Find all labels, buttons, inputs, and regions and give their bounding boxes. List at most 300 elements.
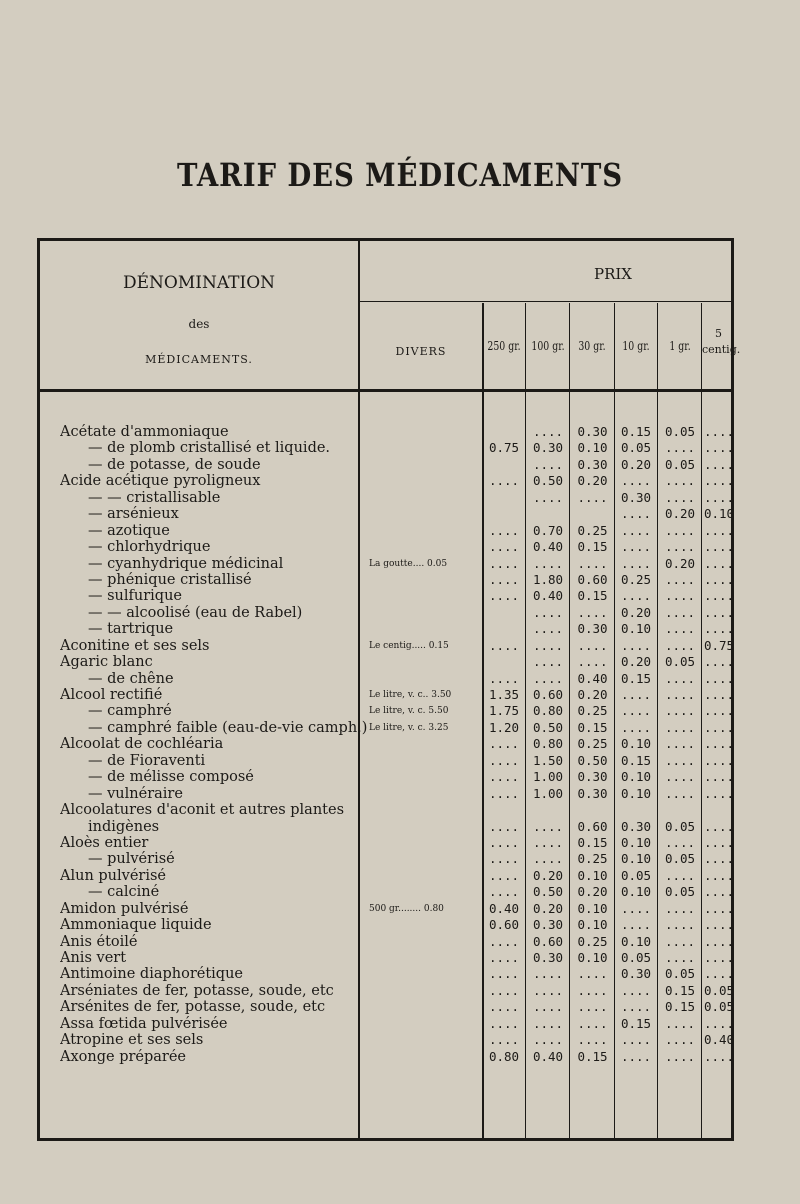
medicament-name: Agaric blanc [60,654,153,671]
price-cell: 0.30 [577,424,608,439]
price-cell: 0.05 [620,867,652,883]
price-cell: 0.10 [620,785,652,801]
price-cell: .... [488,1032,520,1048]
header-5centig: 5 centig. [702,327,741,356]
header-30gr: 30 gr. [578,339,606,353]
price-cell: .... [703,621,735,637]
price-cell: .... [703,950,735,965]
medicament-name: Assa fœtida pulvérisée [60,1015,228,1032]
price-cell: 0.60 [577,818,608,834]
price-cell: .... [620,522,652,538]
price-cell: .... [577,966,608,982]
price-cell: 0.30 [620,489,652,505]
price-cell: .... [532,999,564,1015]
table-row [40,555,735,572]
medicament-name: — — cristallisable [88,489,221,506]
price-cell: .... [488,982,520,998]
table-row [40,1048,735,1065]
price-cell: .... [532,982,564,998]
price-cell: .... [488,539,520,555]
price-cell: .... [703,539,735,555]
table-row [40,687,735,703]
price-cell: 0.80 [532,703,564,719]
price-cell: .... [703,900,735,916]
price-cell: .... [664,637,696,653]
medicament-name: Alun pulvérisé [60,867,167,884]
price-cell: .... [664,719,696,735]
table-body [40,424,735,1065]
price-cell: 0.20 [532,867,564,883]
price-cell: .... [703,424,735,439]
price-cell: 0.30 [532,917,564,933]
price-cell: .... [488,752,520,768]
price-cell: 0.80 [488,1048,520,1064]
price-cell: 0.60 [532,687,564,702]
price-cell: .... [703,867,735,883]
price-cell: .... [532,851,564,867]
price-cell: .... [703,588,735,604]
price-cell: .... [488,851,520,867]
price-cell: 0.40 [577,670,608,686]
price-cell: 0.05 [620,440,652,456]
price-cell: 0.20 [620,654,652,670]
price-cell: 0.15 [664,982,696,998]
price-cell: .... [577,654,608,670]
price-cell: .... [664,621,696,637]
price-cell: .... [620,687,652,702]
price-cell: .... [577,1032,608,1048]
price-cell: 1.00 [532,785,564,801]
price-cell: 0.10 [577,900,608,916]
price-cell: .... [664,703,696,719]
price-cell: 0.75 [703,637,735,653]
price-cell: .... [703,834,735,850]
price-cell: 0.05 [664,884,696,900]
price-cell: 0.05 [703,999,735,1015]
medicament-name: Alcool rectifié [60,687,163,703]
price-cell: 0.15 [620,670,652,686]
price-cell: 0.30 [532,440,564,456]
price-cell: .... [620,539,652,555]
price-cell: .... [488,522,520,538]
medicament-name: indigènes [88,818,160,835]
price-cell: .... [664,489,696,505]
medicament-name: — phénique cristallisé [88,571,252,588]
price-cell: .... [532,637,564,653]
price-cell: 0.25 [577,851,608,867]
medicament-name: Aconitine et ses sels [60,637,210,654]
price-cell: 0.30 [620,966,652,982]
medicament-name: Ammoniaque liquide [60,917,212,934]
medicament-name: — arsénieux [88,506,179,523]
price-cell: .... [488,555,520,571]
price-cell: .... [703,1015,735,1031]
price-cell: 0.15 [620,424,652,439]
price-cell: .... [664,588,696,604]
table-row [40,867,735,884]
price-cell: .... [488,637,520,653]
price-cell: 0.30 [577,456,608,472]
price-cell: .... [488,884,520,900]
price-cell: .... [703,571,735,587]
table-row [40,637,735,654]
price-cell: .... [620,999,652,1015]
price-cell: 0.40 [703,1032,735,1048]
table-row [40,588,735,605]
price-cell: 0.60 [488,917,520,933]
medicament-name: — de potasse, de soude [88,456,261,473]
price-cell: .... [488,999,520,1015]
price-cell: .... [664,440,696,456]
price-cell: 0.40 [532,588,564,604]
table-row [40,539,735,556]
table-row [40,670,735,687]
price-cell: 0.50 [577,752,608,768]
medicament-name: Alcoolat de cochléaria [60,736,224,753]
price-cell: .... [703,440,735,456]
price-cell: .... [532,670,564,686]
price-cell: 0.20 [532,900,564,916]
page-title: TARIF DES MÉDICAMENTS [177,156,623,194]
price-cell: 0.05 [664,818,696,834]
price-cell: .... [664,473,696,489]
price-cell: .... [664,752,696,768]
table-row [40,654,735,671]
medicament-name: Atropine et ses sels [60,1032,204,1049]
price-cell: 0.50 [532,884,564,900]
medicament-name: — — alcoolisé (eau de Rabel) [88,604,303,621]
price-cell: .... [703,917,735,933]
price-cell: .... [488,769,520,785]
table-row [40,818,735,835]
medicament-name: Arsénites de fer, potasse, soude, etc [60,999,326,1016]
price-cell: .... [664,539,696,555]
price-cell: 0.30 [577,621,608,637]
header-denomination: DÉNOMINATION [122,273,276,293]
price-cell: 0.20 [664,555,696,571]
divers-price: La goutte.... 0.05 [369,558,448,569]
table-row [40,604,735,621]
price-cell: .... [577,999,608,1015]
price-cell: 0.15 [620,752,652,768]
price-cell: .... [703,851,735,867]
price-cell: 0.50 [532,719,564,735]
medicament-name: — vulnéraire [88,785,183,802]
table-row [40,802,731,818]
medicament-name: Axonge préparée [60,1048,187,1065]
medicament-name: Acétate d'ammoniaque [60,424,229,440]
price-cell: .... [532,456,564,472]
price-cell: .... [577,637,608,653]
price-cell: .... [532,555,564,571]
price-cell: .... [620,637,652,653]
table-row [40,473,735,490]
price-cell: .... [664,917,696,933]
price-cell: .... [620,506,652,522]
header-1gr: 1 gr. [669,339,691,353]
price-cell: 0.10 [620,621,652,637]
medicament-name: — pulvérisé [88,851,175,868]
price-cell: 0.10 [620,851,652,867]
price-cell: .... [488,473,520,489]
price-cell: .... [703,670,735,686]
price-cell: 0.70 [532,522,564,538]
price-cell: 0.10 [620,736,652,752]
price-cell: 0.05 [664,966,696,982]
price-cell: 0.40 [488,900,520,916]
price-cell: 0.25 [577,933,608,949]
medicament-name: — tartrique [88,621,174,638]
table-row [40,785,735,802]
price-cell: .... [620,703,652,719]
price-cell: 0.15 [577,834,608,850]
price-cell: .... [703,489,735,505]
price-cell: .... [532,489,564,505]
divers-price: Le litre, v. c.. 3.50 [369,690,452,700]
price-cell: .... [620,917,652,933]
price-cell: 1.00 [532,769,564,785]
table-row [40,1032,735,1049]
price-cell: 0.15 [577,539,608,555]
price-cell: .... [532,621,564,637]
price-cell: .... [703,654,735,670]
price-cell: .... [703,769,735,785]
table-row [40,736,735,753]
price-cell: 0.10 [703,506,735,522]
medicament-name: Anis vert [60,950,127,966]
medicament-name: Acide acétique pyroligneux [60,473,261,490]
medicament-name: — sulfurique [88,588,183,605]
price-cell: .... [664,785,696,801]
table-row [40,440,735,457]
price-cell: 1.35 [488,687,520,702]
price-cell: .... [488,966,520,982]
price-cell: .... [577,604,608,620]
price-cell: 0.40 [532,1048,564,1064]
medicament-name: Anis étoilé [60,933,138,950]
price-cell: .... [620,1048,652,1064]
price-cell: .... [620,1032,652,1048]
table-row [40,900,735,917]
price-cell: .... [620,555,652,571]
price-cell: 0.60 [532,933,564,949]
table-row [40,719,735,736]
medicament-name: — azotique [88,522,170,539]
price-cell: .... [488,785,520,801]
price-cell: 1.50 [532,752,564,768]
price-cell: 0.05 [664,424,696,439]
header-rule [40,389,731,392]
price-cell: 0.20 [577,884,608,900]
price-cell: .... [703,456,735,472]
medicament-name: Amidon pulvérisé [60,900,189,917]
price-cell: .... [488,1015,520,1031]
price-cell: .... [664,769,696,785]
medicament-name: — camphré [88,703,172,720]
table-row [40,571,735,588]
price-cell: .... [703,555,735,571]
table-row [40,982,735,999]
header-des: des [188,317,210,331]
price-cell: .... [703,604,735,620]
price-cell: .... [703,522,735,538]
price-cell: 0.30 [577,785,608,801]
table-row [40,884,735,901]
divers-price: Le centig..... 0.15 [369,640,449,651]
price-cell: .... [664,834,696,850]
price-cell: .... [703,752,735,768]
price-cell: .... [488,867,520,883]
medicament-name: Alcoolatures d'aconit et autres plantes [60,802,345,819]
price-cell: .... [620,588,652,604]
price-cell: .... [703,687,735,702]
price-cell: .... [488,950,520,965]
table-row [40,769,735,786]
price-cell: .... [664,604,696,620]
price-cell: .... [664,1015,696,1031]
price-cell: 0.15 [620,1015,652,1031]
price-cell: 0.05 [664,851,696,867]
price-cell: .... [620,719,652,735]
price-cell: .... [703,703,735,719]
price-cell: 0.20 [664,506,696,522]
price-cell: 0.50 [532,473,564,489]
medicament-name: Arséniates de fer, potasse, soude, etc [60,982,334,999]
price-cell: .... [532,604,564,620]
price-cell: .... [620,473,652,489]
price-cell: 0.15 [577,1048,608,1064]
table-row [40,621,735,638]
table-row [40,1015,735,1032]
price-cell: .... [703,785,735,801]
header-medicaments: MÉDICAMENTS. [145,353,253,366]
price-cell: .... [703,884,735,900]
price-cell: 0.20 [577,473,608,489]
price-cell: 0.20 [577,687,608,702]
medicament-name: — cyanhydrique médicinal [88,555,284,572]
price-cell: .... [488,670,520,686]
price-cell: 0.10 [577,950,608,965]
medicament-name: — calciné [88,884,160,901]
divers-price: Le litre, v. c. 5.50 [369,706,449,717]
medicament-name: — de mélisse composé [88,769,254,786]
price-cell: .... [620,982,652,998]
header-100gr: 100 gr. [531,339,565,353]
price-cell: .... [664,1032,696,1048]
price-cell: .... [703,736,735,752]
price-cell: 0.25 [577,736,608,752]
price-cell: .... [703,719,735,735]
medicament-name: — de plomb cristallisé et liquide. [88,440,331,457]
price-cell: .... [664,687,696,702]
price-cell: .... [488,588,520,604]
table-row [40,703,735,720]
prix-rule [360,301,731,302]
table-row [40,456,735,473]
price-cell: 0.10 [577,867,608,883]
table-row [40,506,735,523]
header-250gr: 250 gr. [487,339,521,353]
price-cell: 0.25 [620,571,652,587]
price-cell: 0.10 [620,834,652,850]
price-cell: 0.05 [703,982,735,998]
price-cell: .... [664,670,696,686]
table-row [40,966,735,983]
price-cell: 0.75 [488,440,520,456]
price-cell: .... [577,982,608,998]
price-cell: 0.20 [620,604,652,620]
price-cell: .... [664,736,696,752]
price-cell: 0.10 [620,884,652,900]
price-cell: .... [532,1032,564,1048]
price-cell: .... [532,834,564,850]
price-cell: .... [577,489,608,505]
price-cell: .... [620,900,652,916]
price-cell: 0.20 [620,456,652,472]
price-cell: 0.10 [620,933,652,949]
price-cell: .... [532,424,564,439]
table-row [40,834,735,851]
price-cell: 0.25 [577,522,608,538]
table-row [40,933,735,950]
medicament-name: — chlorhydrique [88,539,211,556]
price-cell: 0.30 [577,769,608,785]
medicament-name: — camphré faible (eau-de-vie camph.) [88,719,368,736]
price-cell: .... [532,1015,564,1031]
price-cell: 0.30 [532,950,564,965]
price-cell: 0.15 [577,588,608,604]
price-cell: .... [664,867,696,883]
table-row [40,752,735,769]
price-cell: .... [532,654,564,670]
price-table [37,238,741,1141]
table-row [40,999,735,1016]
price-cell: .... [703,473,735,489]
price-cell: 0.40 [532,539,564,555]
price-cell: .... [488,571,520,587]
medicament-name: — de Fioraventi [88,752,206,769]
price-cell: .... [664,950,696,965]
price-cell: .... [488,818,520,834]
header-prix: PRIX [594,265,632,283]
price-cell: 1.20 [488,719,520,735]
price-cell: .... [664,1048,696,1064]
price-cell: 0.05 [664,654,696,670]
price-cell: 0.25 [577,703,608,719]
price-cell: 1.80 [532,571,564,587]
price-cell: 0.60 [577,571,608,587]
medicament-name: — de chêne [88,670,174,687]
price-cell: .... [577,1015,608,1031]
price-cell: .... [577,555,608,571]
price-cell: .... [488,933,520,949]
price-cell: .... [703,818,735,834]
price-cell: .... [532,966,564,982]
price-cell: 0.80 [532,736,564,752]
divers-price: Le litre, v. c. 3.25 [369,722,449,733]
table-row [40,489,735,506]
price-cell: 0.10 [577,440,608,456]
price-cell: 0.15 [577,719,608,735]
price-cell: .... [703,933,735,949]
price-cell: .... [664,933,696,949]
header-divers: DIVERS [395,345,447,358]
price-cell: .... [488,834,520,850]
price-cell: 0.05 [620,950,652,965]
price-cell: .... [664,571,696,587]
table-row [40,950,735,966]
price-cell: .... [488,736,520,752]
